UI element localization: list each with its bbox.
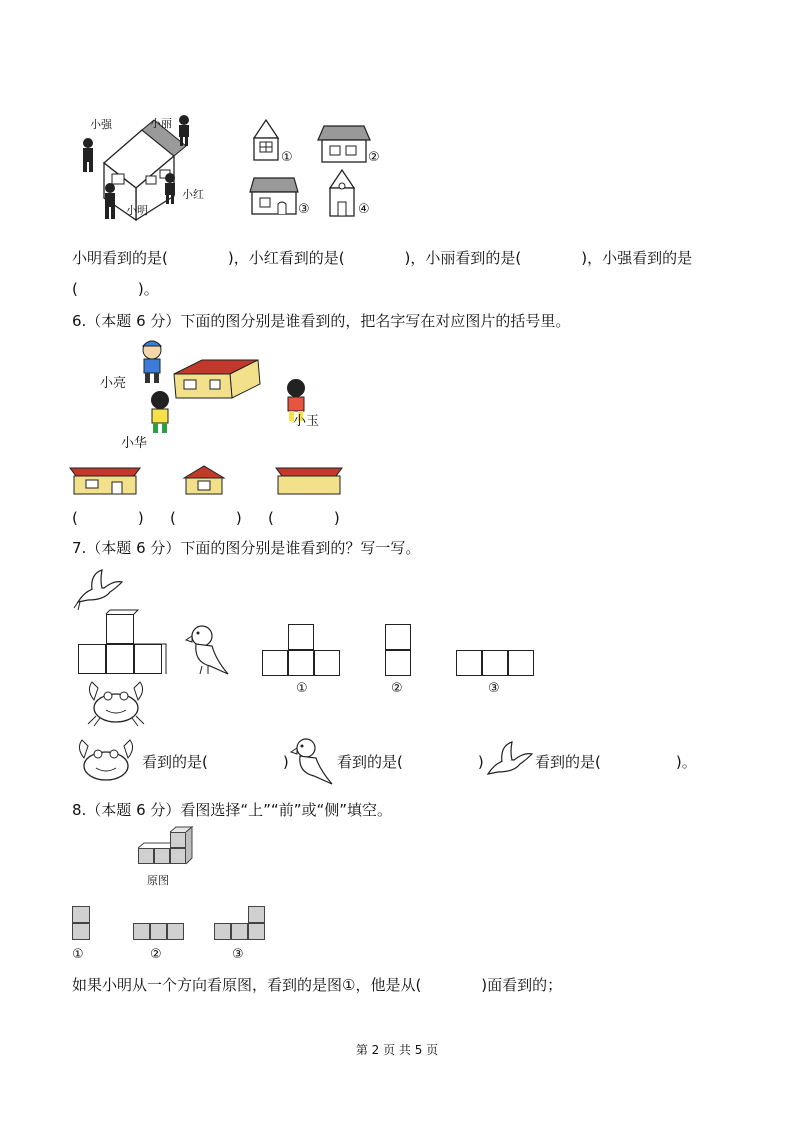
q5-option-houses <box>248 116 398 221</box>
kid-xiaoli <box>179 115 189 146</box>
q8-mark-3: ③ <box>232 947 244 962</box>
q7-answer-crab[interactable]: 看到的是( ) <box>142 753 289 771</box>
q5-mark-2: ② <box>368 150 380 165</box>
q6-heading: 6.（本题 6 分）下面的图分别是谁看到的，把名字写在对应图片的括号里。 <box>72 312 571 330</box>
kid-xiaoqiang <box>83 138 93 172</box>
q7-view-1 <box>262 624 342 680</box>
label-xiaoliang: 小亮 <box>100 376 127 391</box>
crab-icon-answer <box>72 738 140 784</box>
page-footer: 第 2 页 共 5 页 <box>355 1043 439 1057</box>
q6-bracket-1[interactable]: ( ) <box>72 509 144 527</box>
crab-icon <box>84 678 148 726</box>
bird-icon <box>74 566 126 610</box>
kid-xiaohong <box>165 173 175 204</box>
label-xiaohong: 小红 <box>182 188 204 201</box>
label-xiaohua: 小华 <box>121 436 148 451</box>
q5-answer-line-1[interactable]: 小明看到的是( )，小红看到的是( )，小丽看到的是( )，小强看到的是 <box>72 249 693 267</box>
q8-mark-2: ② <box>150 947 162 962</box>
label-xiaoli: 小丽 <box>150 117 172 130</box>
q8-view-1 <box>72 906 92 942</box>
q8-view-2 <box>133 923 187 941</box>
q7-cube-figure <box>78 612 168 674</box>
q7-view-2 <box>385 624 413 680</box>
q7-answer-bird[interactable]: 看到的是( )。 <box>535 753 697 771</box>
q6-bracket-2[interactable]: ( ) <box>170 509 242 527</box>
label-xiaoqiang: 小强 <box>90 118 112 131</box>
label-xiaoming: 小明 <box>126 204 148 217</box>
kid-xiaohua <box>151 391 169 433</box>
q8-original-label: 原图 <box>147 874 169 887</box>
q5-mark-1: ① <box>281 150 293 165</box>
q8-mark-1: ① <box>72 947 84 962</box>
q6-scene <box>100 336 330 446</box>
kid-xiaoliang <box>143 341 161 383</box>
kid-xiaoming <box>105 183 115 219</box>
q7-mark-1: ① <box>296 681 308 696</box>
q5-answer-line-2[interactable]: ( )。 <box>72 280 159 298</box>
q5-mark-3: ③ <box>298 202 310 217</box>
label-xiaoyu: 小玉 <box>293 414 320 429</box>
q8-heading: 8.（本题 6 分）看图选择“上”“前”或“侧”填空。 <box>72 801 393 819</box>
q7-mark-3: ③ <box>488 681 500 696</box>
q8-view-3 <box>214 906 268 942</box>
q6-option-views <box>72 464 352 500</box>
q7-mark-2: ② <box>391 681 403 696</box>
q7-answer-parrot[interactable]: 看到的是( ) <box>337 753 484 771</box>
q7-heading: 7.（本题 6 分）下面的图分别是谁看到的？写一写。 <box>72 539 421 557</box>
bird-icon-answer <box>484 740 536 782</box>
parrot-icon-answer <box>288 734 336 786</box>
parrot-icon <box>182 620 234 676</box>
q5-mark-4: ④ <box>358 202 370 217</box>
q5-scene <box>74 108 214 228</box>
q8-answer-sentence[interactable]: 如果小明从一个方向看原图，看到的是图①，他是从( )面看到的； <box>72 976 563 994</box>
q8-original-figure <box>138 830 194 870</box>
q6-bracket-3[interactable]: ( ) <box>268 509 340 527</box>
q7-view-3 <box>456 650 536 678</box>
